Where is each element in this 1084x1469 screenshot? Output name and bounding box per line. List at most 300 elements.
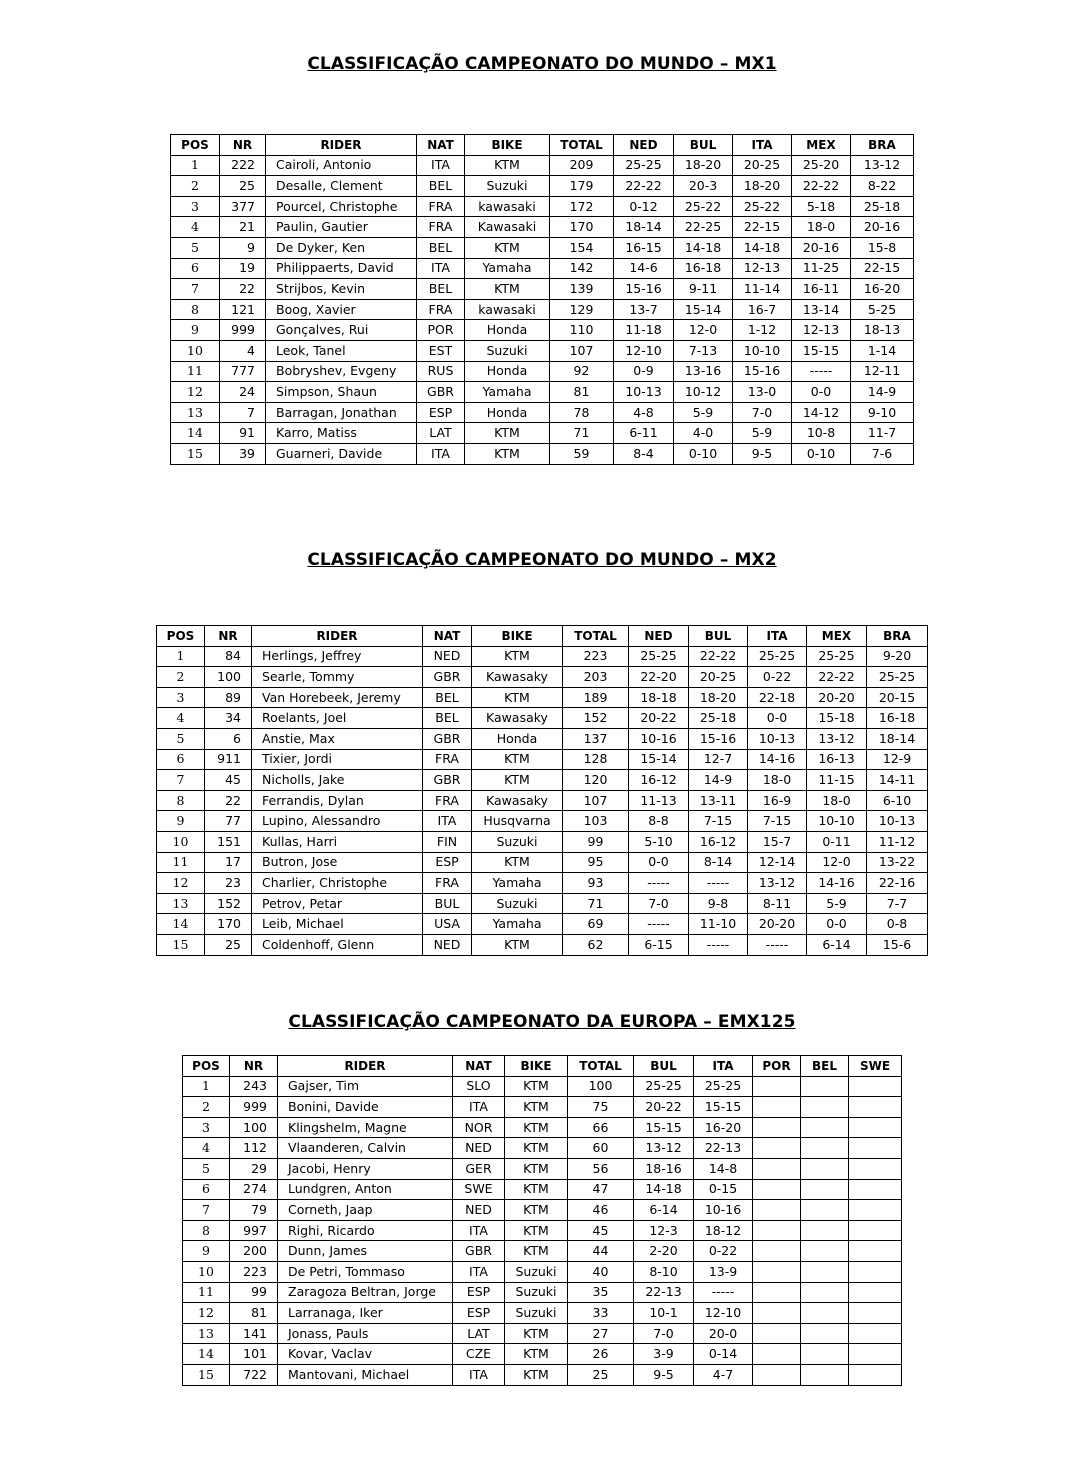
cell-nat: ITA <box>417 258 465 279</box>
cell-ita: 25-25 <box>748 646 807 667</box>
cell-nat: NOR <box>453 1117 505 1138</box>
table-row <box>171 237 914 258</box>
cell-nr: 84 <box>205 646 252 667</box>
cell-nat: FRA <box>417 217 465 238</box>
table-row <box>183 1303 902 1324</box>
cell-bike: Honda <box>465 361 550 382</box>
cell-bul: 25-25 <box>634 1076 694 1097</box>
cell-ned: 25-25 <box>629 646 689 667</box>
cell-mex: 14-16 <box>807 873 867 894</box>
cell-nr: 17 <box>205 852 252 873</box>
cell-ned: 6-15 <box>629 934 689 955</box>
cell-nr: 243 <box>230 1076 278 1097</box>
cell-por <box>753 1179 801 1200</box>
table-row <box>183 1220 902 1241</box>
table-row <box>157 646 928 667</box>
cell-mex: 0-0 <box>807 914 867 935</box>
cell-rider: Cairoli, Antonio <box>266 155 417 176</box>
cell-nat: GBR <box>453 1241 505 1262</box>
cell-mex: 11-25 <box>792 258 851 279</box>
cell-por <box>753 1097 801 1118</box>
cell-rider: Coldenhoff, Glenn <box>252 934 423 955</box>
cell-rider: Petrov, Petar <box>252 893 423 914</box>
cell-pos: 7 <box>157 770 205 791</box>
cell-nat: NED <box>453 1200 505 1221</box>
cell-nat: BUL <box>423 893 472 914</box>
cell-bike: KTM <box>505 1138 568 1159</box>
table-row <box>171 299 914 320</box>
cell-pos: 6 <box>157 749 205 770</box>
cell-ita: 15-7 <box>748 831 807 852</box>
cell-ned: 22-22 <box>614 176 674 197</box>
cell-ned: 16-12 <box>629 770 689 791</box>
cell-bul: ----- <box>689 934 748 955</box>
cell-pos: 11 <box>183 1282 230 1303</box>
cell-bike: Suzuki <box>472 893 563 914</box>
cell-pos: 1 <box>183 1076 230 1097</box>
cell-bul: 20-22 <box>634 1097 694 1118</box>
cell-nr: 722 <box>230 1364 278 1385</box>
cell-mex: 18-0 <box>807 790 867 811</box>
cell-total: 35 <box>568 1282 634 1303</box>
cell-swe <box>849 1282 902 1303</box>
cell-bel <box>801 1200 849 1221</box>
cell-nr: 79 <box>230 1200 278 1221</box>
cell-ita: 18-12 <box>694 1220 753 1241</box>
table-row <box>171 258 914 279</box>
cell-total: 62 <box>563 934 629 955</box>
cell-ned: 18-14 <box>614 217 674 238</box>
cell-nr: 39 <box>220 443 266 464</box>
cell-bul: 6-14 <box>634 1200 694 1221</box>
cell-mex: 0-10 <box>792 443 851 464</box>
cell-nat: ITA <box>453 1220 505 1241</box>
cell-ita: 16-9 <box>748 790 807 811</box>
cell-pos: 11 <box>157 852 205 873</box>
cell-pos: 12 <box>157 873 205 894</box>
cell-bul: 13-11 <box>689 790 748 811</box>
cell-nat: FRA <box>417 299 465 320</box>
cell-nat: FIN <box>423 831 472 852</box>
cell-swe <box>849 1076 902 1097</box>
cell-ita: 8-11 <box>748 893 807 914</box>
cell-bel <box>801 1261 849 1282</box>
cell-bike: KTM <box>472 852 563 873</box>
cell-swe <box>849 1097 902 1118</box>
cell-nr: 222 <box>220 155 266 176</box>
cell-nat: BEL <box>423 687 472 708</box>
cell-por <box>753 1076 801 1097</box>
table-row <box>171 382 914 403</box>
cell-ita: 13-9 <box>694 1261 753 1282</box>
cell-bike: KTM <box>465 443 550 464</box>
column-header-total: TOTAL <box>550 135 614 156</box>
cell-bul: 15-14 <box>674 299 733 320</box>
cell-bra: 10-13 <box>867 811 928 832</box>
table-row <box>183 1158 902 1179</box>
table-row <box>157 811 928 832</box>
cell-bike: Kawasaky <box>472 667 563 688</box>
cell-ned: 8-8 <box>629 811 689 832</box>
cell-rider: Jonass, Pauls <box>278 1323 453 1344</box>
cell-pos: 14 <box>171 423 220 444</box>
cell-bel <box>801 1323 849 1344</box>
cell-bel <box>801 1344 849 1365</box>
cell-total: 47 <box>568 1179 634 1200</box>
cell-nr: 999 <box>230 1097 278 1118</box>
cell-bra: 18-13 <box>851 320 914 341</box>
table-row <box>171 402 914 423</box>
cell-bike: KTM <box>465 155 550 176</box>
cell-rider: Karro, Matiss <box>266 423 417 444</box>
cell-bra: 20-16 <box>851 217 914 238</box>
column-header-bra: BRA <box>851 135 914 156</box>
cell-ita: 13-0 <box>733 382 792 403</box>
cell-bike: Kawasaki <box>465 217 550 238</box>
cell-bul: 18-20 <box>689 687 748 708</box>
cell-bra: 5-25 <box>851 299 914 320</box>
table-row <box>171 361 914 382</box>
cell-bra: 22-15 <box>851 258 914 279</box>
table-row <box>157 790 928 811</box>
cell-nat: FRA <box>417 196 465 217</box>
cell-nr: 7 <box>220 402 266 423</box>
cell-bul: 12-7 <box>689 749 748 770</box>
cell-swe <box>849 1138 902 1159</box>
cell-pos: 8 <box>183 1220 230 1241</box>
cell-total: 25 <box>568 1364 634 1385</box>
table-row <box>183 1364 902 1385</box>
cell-pos: 11 <box>171 361 220 382</box>
cell-nat: LAT <box>417 423 465 444</box>
table-row <box>157 934 928 955</box>
cell-ita: 22-13 <box>694 1138 753 1159</box>
cell-nat: SWE <box>453 1179 505 1200</box>
cell-bike: KTM <box>465 279 550 300</box>
table-row <box>183 1097 902 1118</box>
cell-total: 27 <box>568 1323 634 1344</box>
cell-pos: 3 <box>157 687 205 708</box>
cell-mex: 11-15 <box>807 770 867 791</box>
cell-bul: 25-22 <box>674 196 733 217</box>
table-row <box>183 1261 902 1282</box>
cell-bul: 7-0 <box>634 1323 694 1344</box>
cell-nat: BEL <box>417 279 465 300</box>
cell-bul: 20-25 <box>689 667 748 688</box>
cell-ned: 22-20 <box>629 667 689 688</box>
cell-bra: 7-6 <box>851 443 914 464</box>
cell-nr: 91 <box>220 423 266 444</box>
cell-total: 152 <box>563 708 629 729</box>
cell-total: 78 <box>550 402 614 423</box>
column-header-nr: NR <box>220 135 266 156</box>
column-header-ita: ITA <box>694 1056 753 1077</box>
cell-rider: Lundgren, Anton <box>278 1179 453 1200</box>
cell-swe <box>849 1220 902 1241</box>
cell-mex: 25-20 <box>792 155 851 176</box>
column-header-ita: ITA <box>733 135 792 156</box>
cell-bike: KTM <box>505 1364 568 1385</box>
cell-rider: Desalle, Clement <box>266 176 417 197</box>
cell-rider: Nicholls, Jake <box>252 770 423 791</box>
cell-bul: 15-15 <box>634 1117 694 1138</box>
cell-pos: 5 <box>171 237 220 258</box>
cell-bul: 2-20 <box>634 1241 694 1262</box>
cell-mex: 12-0 <box>807 852 867 873</box>
cell-bul: 20-3 <box>674 176 733 197</box>
table-row <box>171 217 914 238</box>
cell-pos: 13 <box>157 893 205 914</box>
cell-total: 154 <box>550 237 614 258</box>
cell-ned: 14-6 <box>614 258 674 279</box>
cell-mex: 0-11 <box>807 831 867 852</box>
cell-mex: 13-14 <box>792 299 851 320</box>
column-header-rider: RIDER <box>278 1056 453 1077</box>
cell-rider: Klingshelm, Magne <box>278 1117 453 1138</box>
emx125-standings-table <box>182 1055 902 1386</box>
cell-total: 103 <box>563 811 629 832</box>
cell-swe <box>849 1261 902 1282</box>
cell-nat: ESP <box>423 852 472 873</box>
cell-ita: 0-22 <box>748 667 807 688</box>
cell-swe <box>849 1117 902 1138</box>
table-row <box>183 1179 902 1200</box>
cell-total: 81 <box>550 382 614 403</box>
cell-nat: NED <box>453 1138 505 1159</box>
cell-nat: CZE <box>453 1344 505 1365</box>
cell-bike: KTM <box>472 770 563 791</box>
column-header-nat: NAT <box>417 135 465 156</box>
cell-rider: Corneth, Jaap <box>278 1200 453 1221</box>
cell-bike: KTM <box>505 1117 568 1138</box>
cell-bul: 18-16 <box>634 1158 694 1179</box>
cell-nr: 274 <box>230 1179 278 1200</box>
cell-ita: 1-12 <box>733 320 792 341</box>
cell-nat: GBR <box>423 667 472 688</box>
cell-bel <box>801 1138 849 1159</box>
cell-nr: 911 <box>205 749 252 770</box>
mx1-title: CLASSIFICAÇÃO CAMPEONATO DO MUNDO – MX1 <box>307 54 777 74</box>
cell-nat: ITA <box>417 443 465 464</box>
cell-bike: Kawasaky <box>472 708 563 729</box>
cell-bike: KTM <box>465 237 550 258</box>
cell-rider: Leok, Tanel <box>266 340 417 361</box>
cell-nat: NED <box>423 646 472 667</box>
cell-nat: GER <box>453 1158 505 1179</box>
table-row <box>183 1138 902 1159</box>
cell-nr: 25 <box>205 934 252 955</box>
cell-ned: 15-16 <box>614 279 674 300</box>
cell-ita: 25-22 <box>733 196 792 217</box>
cell-total: 26 <box>568 1344 634 1365</box>
cell-bel <box>801 1364 849 1385</box>
column-header-ned: NED <box>629 626 689 647</box>
cell-bike: KTM <box>505 1179 568 1200</box>
column-header-nr: NR <box>230 1056 278 1077</box>
cell-mex: 18-0 <box>792 217 851 238</box>
cell-bul: 12-0 <box>674 320 733 341</box>
cell-bike: KTM <box>505 1323 568 1344</box>
cell-rider: Butron, Jose <box>252 852 423 873</box>
cell-ita: 12-14 <box>748 852 807 873</box>
cell-total: 209 <box>550 155 614 176</box>
cell-rider: Herlings, Jeffrey <box>252 646 423 667</box>
cell-bra: 11-12 <box>867 831 928 852</box>
cell-nr: 152 <box>205 893 252 914</box>
cell-ned: 8-4 <box>614 443 674 464</box>
cell-nat: BEL <box>423 708 472 729</box>
cell-swe <box>849 1158 902 1179</box>
cell-total: 46 <box>568 1200 634 1221</box>
cell-mex: 0-0 <box>792 382 851 403</box>
cell-ita: 7-0 <box>733 402 792 423</box>
cell-pos: 13 <box>183 1323 230 1344</box>
cell-nat: NED <box>423 934 472 955</box>
cell-nr: 45 <box>205 770 252 791</box>
cell-nr: 22 <box>205 790 252 811</box>
cell-ita: 25-25 <box>694 1076 753 1097</box>
cell-nr: 121 <box>220 299 266 320</box>
column-header-pos: POS <box>157 626 205 647</box>
cell-mex: 22-22 <box>807 667 867 688</box>
cell-nr: 997 <box>230 1220 278 1241</box>
cell-bul: 16-18 <box>674 258 733 279</box>
cell-nr: 81 <box>230 1303 278 1324</box>
cell-pos: 10 <box>157 831 205 852</box>
table-row <box>171 155 914 176</box>
cell-bra: 11-7 <box>851 423 914 444</box>
cell-bike: KTM <box>505 1344 568 1365</box>
cell-ned: ----- <box>629 914 689 935</box>
cell-rider: Roelants, Joel <box>252 708 423 729</box>
cell-por <box>753 1158 801 1179</box>
column-header-mex: MEX <box>792 135 851 156</box>
cell-bike: kawasaki <box>465 299 550 320</box>
cell-ita: 10-13 <box>748 728 807 749</box>
cell-ned: 15-14 <box>629 749 689 770</box>
cell-por <box>753 1200 801 1221</box>
cell-nr: 21 <box>220 217 266 238</box>
cell-bra: 8-22 <box>851 176 914 197</box>
column-header-rider: RIDER <box>252 626 423 647</box>
cell-ita: 5-9 <box>733 423 792 444</box>
mx2-title: CLASSIFICAÇÃO CAMPEONATO DO MUNDO – MX2 <box>307 550 777 570</box>
cell-total: 139 <box>550 279 614 300</box>
cell-bike: KTM <box>472 646 563 667</box>
cell-total: 75 <box>568 1097 634 1118</box>
column-header-por: POR <box>753 1056 801 1077</box>
cell-ita: 20-20 <box>748 914 807 935</box>
cell-rider: De Dyker, Ken <box>266 237 417 258</box>
column-header-rider: RIDER <box>266 135 417 156</box>
table-row <box>171 196 914 217</box>
cell-nr: 151 <box>205 831 252 852</box>
cell-bra: 25-18 <box>851 196 914 217</box>
cell-rider: Tixier, Jordi <box>252 749 423 770</box>
cell-bul: 15-16 <box>689 728 748 749</box>
table-row <box>157 728 928 749</box>
column-header-bel: BEL <box>801 1056 849 1077</box>
cell-total: 170 <box>550 217 614 238</box>
cell-total: 44 <box>568 1241 634 1262</box>
cell-nat: ESP <box>453 1303 505 1324</box>
column-header-bike: BIKE <box>472 626 563 647</box>
cell-bul: 14-9 <box>689 770 748 791</box>
cell-por <box>753 1220 801 1241</box>
column-header-bul: BUL <box>674 135 733 156</box>
cell-total: 60 <box>568 1138 634 1159</box>
cell-bra: 22-16 <box>867 873 928 894</box>
cell-bike: Honda <box>465 320 550 341</box>
cell-rider: Gajser, Tim <box>278 1076 453 1097</box>
cell-bul: 7-13 <box>674 340 733 361</box>
cell-bul: 25-18 <box>689 708 748 729</box>
header-row <box>171 135 914 156</box>
cell-total: 45 <box>568 1220 634 1241</box>
column-header-total: TOTAL <box>563 626 629 647</box>
cell-bike: Husqvarna <box>472 811 563 832</box>
column-header-nat: NAT <box>423 626 472 647</box>
cell-nr: 29 <box>230 1158 278 1179</box>
cell-total: 95 <box>563 852 629 873</box>
cell-bike: KTM <box>505 1241 568 1262</box>
table-row <box>183 1344 902 1365</box>
cell-bike: Yamaha <box>472 914 563 935</box>
table-row <box>183 1200 902 1221</box>
table-row <box>183 1117 902 1138</box>
cell-bel <box>801 1179 849 1200</box>
cell-nr: 99 <box>230 1282 278 1303</box>
table-row <box>171 423 914 444</box>
cell-rider: Boog, Xavier <box>266 299 417 320</box>
cell-pos: 9 <box>183 1241 230 1262</box>
cell-pos: 5 <box>183 1158 230 1179</box>
cell-total: 172 <box>550 196 614 217</box>
cell-mex: 12-13 <box>792 320 851 341</box>
cell-pos: 8 <box>171 299 220 320</box>
cell-ita: 20-25 <box>733 155 792 176</box>
cell-total: 66 <box>568 1117 634 1138</box>
cell-ita: 10-16 <box>694 1200 753 1221</box>
column-header-total: TOTAL <box>568 1056 634 1077</box>
cell-pos: 7 <box>183 1200 230 1221</box>
cell-ned: 0-9 <box>614 361 674 382</box>
cell-bra: 9-20 <box>867 646 928 667</box>
cell-bra: 15-8 <box>851 237 914 258</box>
cell-mex: 16-11 <box>792 279 851 300</box>
cell-bel <box>801 1097 849 1118</box>
cell-pos: 10 <box>183 1261 230 1282</box>
cell-pos: 15 <box>183 1364 230 1385</box>
cell-ita: 14-16 <box>748 749 807 770</box>
column-header-ita: ITA <box>748 626 807 647</box>
cell-nat: LAT <box>453 1323 505 1344</box>
cell-rider: Larranaga, Iker <box>278 1303 453 1324</box>
cell-bul: 14-18 <box>634 1179 694 1200</box>
column-header-mex: MEX <box>807 626 867 647</box>
cell-bike: Honda <box>472 728 563 749</box>
cell-mex: 10-10 <box>807 811 867 832</box>
cell-mex: 20-20 <box>807 687 867 708</box>
cell-bel <box>801 1303 849 1324</box>
table-row <box>183 1323 902 1344</box>
cell-rider: Searle, Tommy <box>252 667 423 688</box>
cell-rider: Dunn, James <box>278 1241 453 1262</box>
cell-total: 120 <box>563 770 629 791</box>
cell-rider: Simpson, Shaun <box>266 382 417 403</box>
cell-nat: GBR <box>417 382 465 403</box>
cell-nr: 77 <box>205 811 252 832</box>
